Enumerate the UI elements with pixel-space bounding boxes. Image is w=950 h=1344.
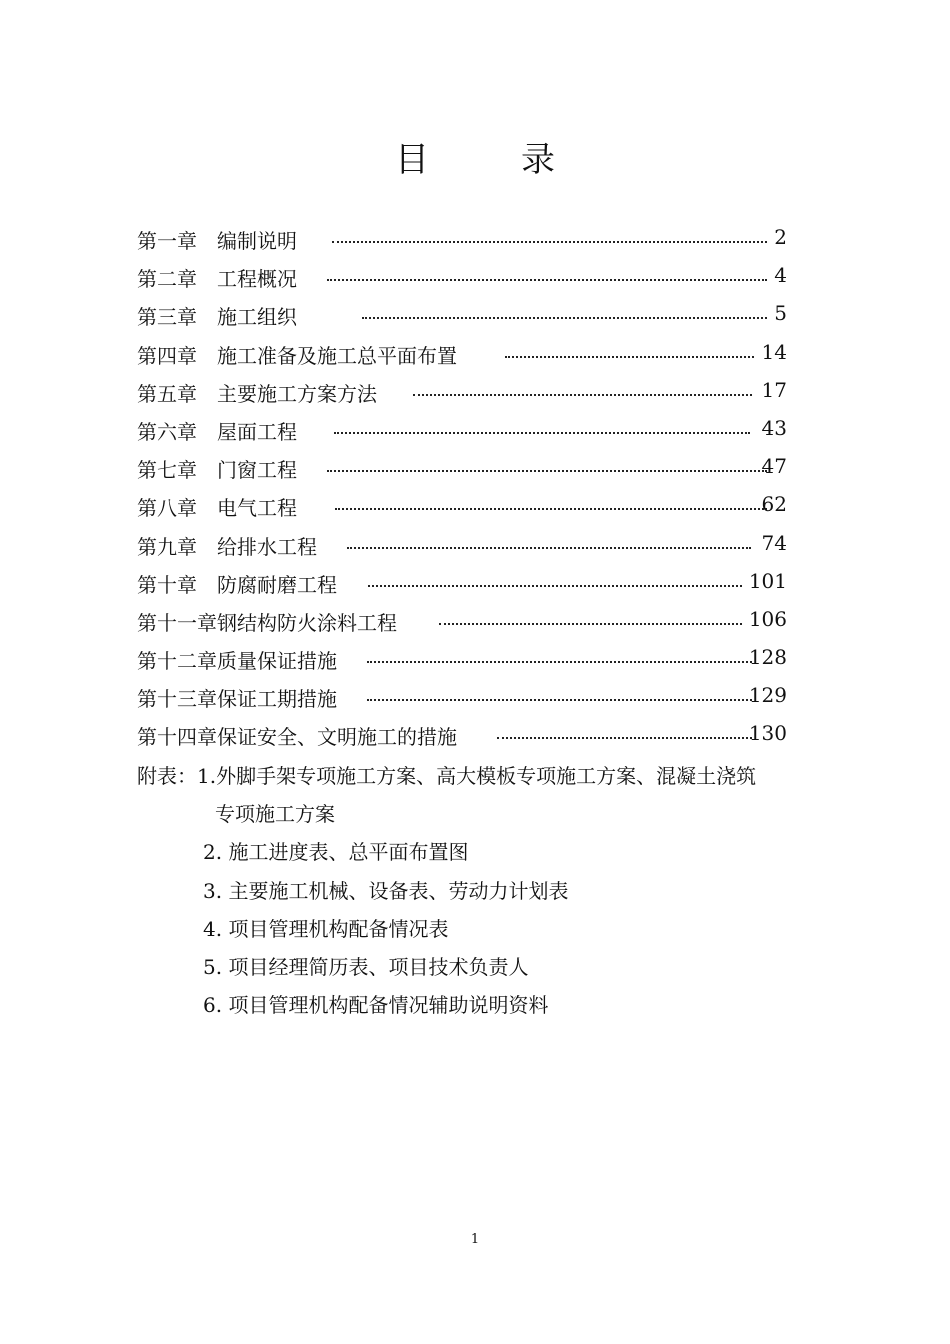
toc-entry-label: 第八章 电气工程 <box>137 496 297 521</box>
title-char-right: 录 <box>521 140 555 180</box>
toc-entry[interactable] <box>137 337 787 375</box>
title-char-left: 目 <box>395 140 429 180</box>
toc-entry-label: 第九章 给排水工程 <box>137 534 317 559</box>
dot-leader <box>335 494 767 510</box>
toc-entry[interactable] <box>137 222 787 260</box>
appendix-line-continued: 专项施工方案 <box>215 802 335 827</box>
toc-entry[interactable] <box>137 451 787 489</box>
page-title <box>0 132 950 181</box>
toc-entry[interactable] <box>137 566 787 604</box>
toc-entry[interactable] <box>137 413 787 451</box>
toc-entry-label: 第三章 施工组织 <box>137 305 297 330</box>
toc-entry[interactable] <box>137 375 787 413</box>
toc-entry-label: 第十一章钢结构防火涂料工程 <box>137 610 397 635</box>
dot-leader <box>505 342 754 358</box>
dot-leader <box>439 609 742 625</box>
dot-leader <box>327 456 767 472</box>
toc-entry-page: 129 <box>748 683 787 708</box>
dot-leader <box>413 380 752 396</box>
toc-entry-label: 第十章 防腐耐磨工程 <box>137 572 337 597</box>
toc-entry-page: 2 <box>774 225 787 249</box>
dot-leader <box>367 647 752 663</box>
toc-entry-page: 4 <box>774 263 787 288</box>
toc-entry-page: 128 <box>748 645 787 670</box>
toc-entry-label: 第十三章保证工期措施 <box>137 687 337 712</box>
toc-entry[interactable] <box>137 489 787 527</box>
appendix-item: 4. 项目管理机构配备情况表 <box>203 916 449 941</box>
toc-entry-label: 第七章 门窗工程 <box>137 458 297 483</box>
dot-leader <box>368 571 742 587</box>
appendix-item: 6. 项目管理机构配备情况辅助说明资料 <box>203 993 549 1018</box>
toc-entry-label: 第四章 施工准备及施工总平面布置 <box>137 343 457 368</box>
toc-entry-page: 17 <box>761 377 787 402</box>
toc-entry-page: 106 <box>748 606 787 631</box>
dot-leader <box>362 303 767 319</box>
appendix-line: 附表：1.外脚手架专项施工方案、高大模板专项施工方案、混凝土浇筑 <box>137 764 757 788</box>
appendix-item: 2. 施工进度表、总平面布置图 <box>203 840 469 865</box>
toc-entry[interactable] <box>137 718 787 756</box>
appendix-item: 3. 主要施工机械、设备表、劳动力计划表 <box>203 878 569 903</box>
dot-leader <box>327 265 767 281</box>
toc-entry-label: 第五章 主要施工方案方法 <box>137 381 377 406</box>
toc-entry-page: 5 <box>774 301 787 326</box>
toc-entry-label: 第六章 屋面工程 <box>137 419 297 444</box>
appendix-list <box>137 757 857 1024</box>
toc-entry-label: 第一章 编制说明 <box>137 229 297 253</box>
dot-leader <box>332 227 767 243</box>
toc-entry[interactable] <box>137 642 787 680</box>
table-of-contents <box>137 222 787 757</box>
toc-entry[interactable] <box>137 604 787 642</box>
toc-entry-page: 14 <box>761 339 787 364</box>
toc-entry[interactable] <box>137 260 787 298</box>
dot-leader <box>367 685 752 701</box>
dot-leader <box>497 723 752 739</box>
toc-entry-page: 74 <box>761 530 787 555</box>
toc-entry[interactable] <box>137 528 787 566</box>
toc-entry[interactable] <box>137 680 787 718</box>
appendix-item: 5. 项目经理简历表、项目技术负责人 <box>203 954 529 979</box>
toc-entry-label: 第二章 工程概况 <box>137 267 297 292</box>
toc-entry-page: 47 <box>761 454 787 479</box>
dot-leader <box>347 533 751 549</box>
toc-entry-page: 43 <box>761 415 787 440</box>
toc-entry-page: 130 <box>748 721 787 746</box>
toc-entry-page: 101 <box>748 568 787 593</box>
toc-entry-label: 第十二章质量保证措施 <box>137 649 337 674</box>
toc-entry[interactable] <box>137 298 787 336</box>
page-number: 1 <box>470 1232 480 1247</box>
dot-leader <box>334 418 750 434</box>
toc-entry-label: 第十四章保证安全、文明施工的措施 <box>137 725 457 750</box>
toc-entry-page: 62 <box>761 492 787 517</box>
